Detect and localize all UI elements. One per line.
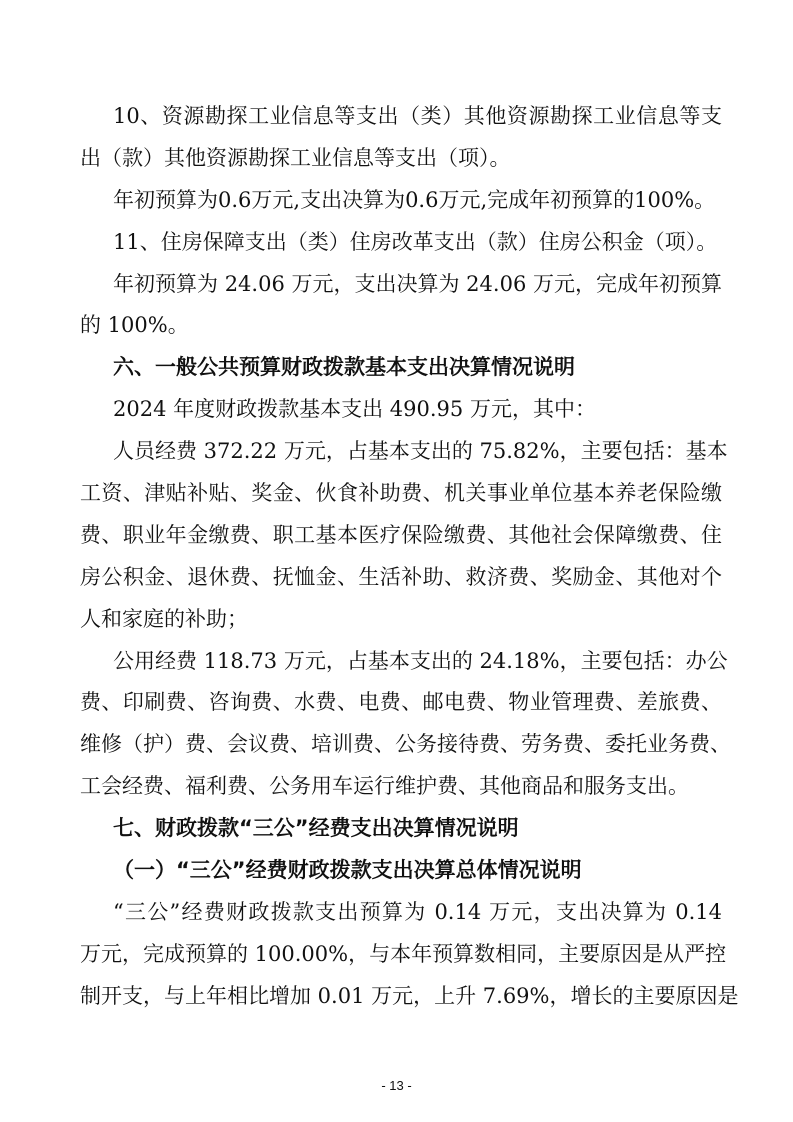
paragraph — [80, 431, 728, 640]
text-line: 人和家庭的补助； — [80, 606, 248, 631]
text-line: 费、职业年金缴费、职工基本医疗保险缴费、其他社会保障缴费、住 — [80, 522, 722, 547]
section-heading — [80, 808, 722, 850]
text-line: 出（款）其他资源勘探工业信息等支出（项）。 — [80, 145, 511, 170]
text-line: 人员经费 372.22 万元，占基本支出的 75.82%，主要包括：基本 — [113, 439, 728, 464]
text-line: 年初预算为 24.06 万元，支出决算为 24.06 万元，完成年初预算 — [113, 271, 722, 296]
text-line: 房公积金、退休费、抚恤金、生活补助、救济费、奖励金、其他对个 — [80, 564, 722, 589]
section-heading — [80, 347, 722, 389]
text-line: 制开支，与上年相比增加 0.01 万元，上升 7.69%，增长的主要原因是 — [80, 983, 739, 1008]
section-heading — [80, 850, 722, 892]
paragraph — [80, 222, 722, 264]
paragraph — [80, 389, 722, 431]
text-line: 费、印刷费、咨询费、水费、电费、邮电费、物业管理费、差旅费、 — [80, 690, 722, 715]
document-body — [80, 96, 739, 1018]
text-line: 工会经费、福利费、公务用车运行维护费、其他商品和服务支出。 — [80, 774, 689, 799]
text-line: （一）“三公”经费财政拨款支出决算总体情况说明 — [113, 858, 582, 883]
paragraph — [80, 96, 722, 180]
text-line: 年初预算为0.6万元,支出决算为0.6万元,完成年初预算的100%。 — [113, 187, 716, 212]
paragraph — [80, 892, 739, 1018]
text-line: 六、一般公共预算财政拨款基本支出决算情况说明 — [113, 355, 575, 380]
text-line: 11、住房保障支出（类）住房改革支出（款）住房公积金（项）。 — [113, 229, 718, 254]
paragraph — [80, 641, 731, 809]
text-line: 七、财政拨款“三公”经费支出决算情况说明 — [113, 816, 519, 841]
page-number: - 13 - — [381, 1078, 412, 1093]
text-line: 万元，完成预算的 100.00%，与本年预算数相同，主要原因是从严控 — [80, 941, 727, 966]
text-line: 的 100%。 — [80, 313, 189, 338]
paragraph — [80, 264, 722, 348]
text-line: 10、资源勘探工业信息等支出（类）其他资源勘探工业信息等支 — [113, 104, 722, 128]
text-line: 工资、津贴补贴、奖金、伙食补助费、机关事业单位基本养老保险缴 — [80, 481, 722, 506]
text-line: 2024 年度财政拨款基本支出 490.95 万元，其中： — [113, 397, 596, 422]
text-line: “三公”经费财政拨款支出预算为 0.14 万元，支出决算为 0.14 — [113, 899, 722, 924]
paragraph — [80, 180, 722, 222]
text-line: 维修（护）费、会议费、培训费、公务接待费、劳务费、委托业务费、 — [80, 732, 731, 757]
text-line: 公用经费 118.73 万元，占基本支出的 24.18%，主要包括：办公 — [113, 648, 728, 673]
